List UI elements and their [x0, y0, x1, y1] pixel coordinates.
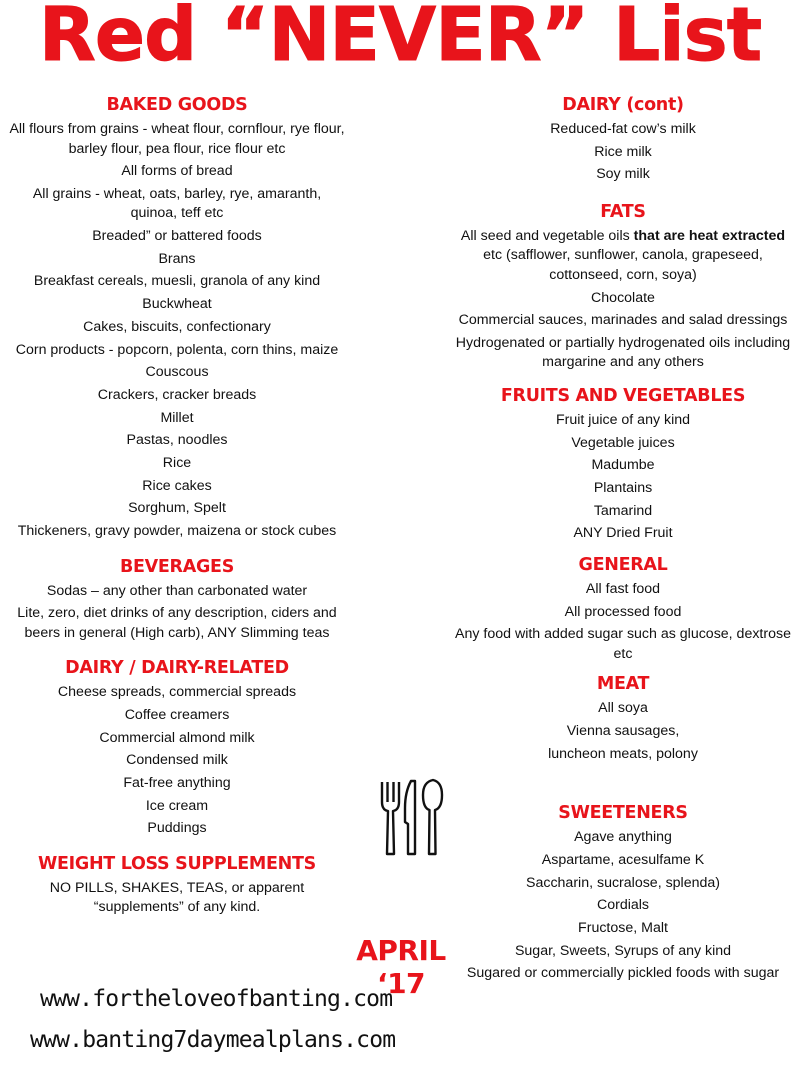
list-item: Reduced-fat cow’s milk	[550, 121, 696, 137]
list-item: Rice milk	[594, 143, 652, 160]
list-item-emphasis: that are heat extracted	[633, 227, 786, 244]
section-sweeteners	[454, 802, 792, 984]
list-item: Cakes, biscuits, confectionary	[83, 318, 271, 335]
list-item: Sodas – any other than carbonated water	[46, 582, 308, 599]
list-item: Fructose, Malt	[578, 919, 668, 936]
section-heading: BEVERAGES	[119, 556, 235, 577]
list-item: Tamarind	[593, 502, 653, 519]
section-weight-loss-supplements	[8, 853, 346, 918]
section-baked-goods	[8, 94, 346, 542]
list-item: Vienna sausages,	[566, 722, 680, 739]
section-beverages	[8, 556, 346, 644]
section-meat	[454, 673, 792, 764]
section-heading: BAKED GOODS	[106, 95, 248, 115]
fork-knife-spoon-icon	[378, 778, 448, 858]
list-item: Thickeners, gravy powder, maizena or stock cubes	[17, 523, 337, 539]
list-item: Any food with added sugar such as glucose, dextrose etc	[455, 626, 791, 662]
list-item: Puddings	[147, 820, 207, 837]
section-dairy	[8, 657, 346, 839]
right-column	[454, 94, 792, 987]
website-link[interactable]: www.banting7daymealplans.com	[30, 1027, 396, 1053]
section-dairy-cont	[454, 94, 792, 185]
list-item: Vegetable juices	[571, 434, 675, 451]
list-item: NO PILLS, SHAKES, TEAS, or apparent “supplements” of any kind.	[49, 879, 305, 916]
list-item: ANY Dried Fruit	[573, 525, 673, 542]
list-item: Fat-free anything	[123, 774, 231, 791]
list-item: Ice cream	[145, 797, 209, 814]
section-heading: WEIGHT LOSS SUPPLEMENTS	[38, 853, 316, 874]
list-item: Pastas, noodles	[126, 432, 228, 449]
section-heading: FATS	[600, 201, 646, 222]
list-item	[454, 227, 792, 286]
section-heading: DAIRY (cont)	[562, 95, 684, 115]
list-item: All processed food	[564, 603, 682, 620]
list-item: Cordials	[596, 897, 650, 914]
left-column	[8, 94, 346, 921]
list-item: Corn products - popcorn, polenta, corn thins, maize	[15, 341, 339, 358]
list-item: Sugared or commercially pickled foods with sugar	[466, 965, 780, 982]
list-item: Madumbe	[591, 457, 655, 474]
item-list	[8, 683, 346, 839]
item-list	[454, 120, 792, 185]
list-item: Hydrogenated or partially hydrogenated oils including margarine and any others	[455, 334, 791, 371]
list-item: Commercial almond milk	[99, 729, 255, 746]
list-item: Lite, zero, diet drinks of any description, ciders and beers in general (High carb), ANY Slimming teas	[17, 605, 337, 641]
list-item: Condensed milk	[126, 752, 228, 769]
date-label: APRIL ‘17	[356, 934, 446, 1000]
list-item: Breaded” or battered foods	[92, 228, 262, 245]
list-item: All fast food	[585, 580, 661, 597]
section-heading: GENERAL	[578, 554, 668, 575]
item-list	[454, 227, 792, 373]
item-list	[454, 699, 792, 764]
list-item: All flours from grains - wheat flour, cornflour, rye flour, barley flour, pea flour, rice flour etc	[9, 121, 345, 157]
list-item: All soya	[598, 700, 648, 717]
list-item: Soy milk	[596, 166, 650, 183]
page-title: Red “NEVER” List	[38, 0, 762, 78]
list-item: Sugar, Sweets, Syrups of any kind	[514, 942, 732, 959]
section-fruits-and-vegetables	[454, 385, 792, 544]
website-link[interactable]: www.fortheloveofbanting.com	[40, 986, 393, 1012]
list-item: All forms of bread	[121, 163, 233, 180]
list-item: Aspartame, acesulfame K	[541, 851, 705, 868]
list-item: Fruit juice of any kind	[555, 411, 691, 428]
list-item: Sorghum, Spelt	[128, 500, 226, 517]
item-list	[454, 828, 792, 984]
list-item: Buckwheat	[142, 296, 212, 313]
item-list	[8, 879, 346, 918]
section-heading: DAIRY / DAIRY-RELATED	[65, 658, 289, 679]
list-item: Breakfast cereals, muesli, granola of any kind	[33, 273, 321, 290]
list-item: Millet	[160, 409, 194, 426]
list-item-text: All seed and vegetable oils	[460, 227, 634, 244]
list-item: Saccharin, sucralose, splenda)	[526, 874, 720, 891]
section-fats	[454, 201, 792, 373]
list-item: Plantains	[593, 480, 653, 496]
list-item-text: etc (safflower, sunflower, canola, grapeseed, cottonseed, corn, soya)	[483, 247, 763, 283]
list-item: Brans	[158, 250, 196, 267]
item-list	[8, 582, 346, 644]
section-heading: MEAT	[596, 674, 650, 695]
item-list	[8, 120, 346, 542]
list-item: luncheon meats, polony	[548, 745, 698, 762]
section-heading: FRUITS AND VEGETABLES	[500, 385, 746, 406]
list-item: Rice	[162, 454, 192, 471]
item-list	[454, 580, 792, 664]
list-item: Commercial sauces, marinades and salad dressings	[458, 312, 788, 329]
list-item: Crackers, cracker breads	[97, 386, 257, 403]
section-heading: SWEETENERS	[558, 803, 688, 824]
list-item: Cheese spreads, commercial spreads	[57, 684, 297, 701]
list-item: Couscous	[145, 364, 209, 381]
list-item: All grains - wheat, oats, barley, rye, amaranth, quinoa, teff etc	[32, 185, 322, 222]
item-list	[454, 411, 792, 544]
list-item: Coffee creamers	[124, 706, 230, 723]
list-item: Rice cakes	[142, 477, 212, 494]
list-item: Chocolate	[591, 289, 655, 306]
list-item: Agave anything	[574, 829, 672, 846]
section-general	[454, 554, 792, 664]
